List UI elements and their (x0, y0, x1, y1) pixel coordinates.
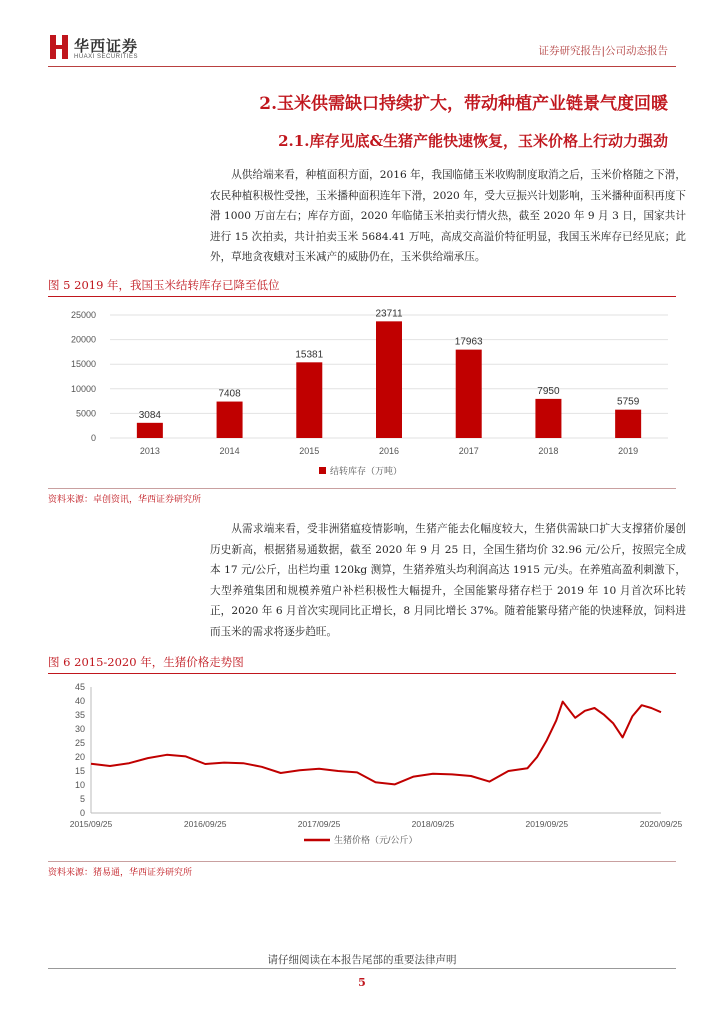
y-tick-label: 0 (79, 808, 85, 818)
figure6-source: 资料来源：猪易通，华西证券研究所 (48, 868, 193, 878)
data-label: 23711 (375, 308, 403, 320)
x-tick-label: 2018 (538, 446, 559, 456)
data-label: 7950 (537, 385, 560, 397)
x-tick-label: 2019 (618, 446, 639, 456)
bar (456, 350, 482, 438)
bar (296, 362, 322, 438)
logo-text-en: HUAXI SECURITIES (74, 54, 139, 60)
figure6-top-rule (48, 673, 676, 674)
x-tick-label: 2015/09/25 (69, 819, 113, 829)
y-tick-label: 20 (74, 752, 85, 762)
data-label: 17963 (454, 336, 483, 348)
y-tick-label: 45 (74, 682, 85, 692)
x-tick-label: 2020/09/25 (639, 819, 683, 829)
bar (137, 423, 163, 438)
legend-label: 生猪价格（元/公斤） (334, 835, 418, 845)
section-heading: 2.玉米供需缺口持续扩大，带动种植产业链景气度回暖 (259, 94, 668, 114)
demand-text: 从需求端来看，受非洲猪瘟疫情影响，生猪产能去化幅度较大，生猪供需缺口扩大支撑猪价屡创历史新高，根据猪易通数据，截至 2020 年 9 月 25 日，全国生猪均价 32.96 元/公斤，按照完全成本 17 元/公斤，出栏均重 120kg 测算，生猪养殖头均利润高达 1915 元/头。在养殖高盈利刺激下，大型养殖集团和规模养殖户补栏积极性大幅提升，全国能繁母猪存栏于 2019 年 10 月首次环比转正，2020 年 6 月首次实现同比正增长，8 月同比增长 37%。随着能繁母猪产能的快速释放，饲料进而玉米的需求将逐步趋旺。 (210, 523, 686, 638)
legal-notice: 请仔细阅读在本报告尾部的重要法律声明 (267, 954, 457, 966)
y-tick-label: 25000 (70, 310, 96, 320)
x-tick-label: 2017/09/25 (297, 819, 341, 829)
legend-label: 结转库存（万吨） (330, 466, 403, 476)
figure6-title: 图 6 2015-2020 年，生猪价格走势图 (48, 655, 244, 669)
y-tick-label: 5 (79, 794, 85, 804)
y-tick-label: 15000 (70, 359, 96, 370)
bar (535, 399, 561, 438)
supply-text: 从供给端来看，种植面积方面，2016 年，我国临储玉米收购制度取消之后，玉米价格随之下滑，农民种植积极性受挫，玉米播种面积连年下滑，2020 年，受大豆振兴计划影响，玉米播种面积再度下滑 1000 万亩左右；库存方面，2020 年临储玉米拍卖行情火热，截至 2020 年 9 月 3 日，国家共计进行 15 次拍卖，共计拍卖玉米 5684.41 万吨，高成交高溢价特征明显，我国玉米库存已经见底；此外，草地贪夜蛾对玉米减产的威胁仍在，玉米供给端承压。 (210, 169, 686, 263)
figure5-bottom-rule (48, 488, 676, 489)
report-type: 证券研究报告|公司动态报告 (538, 45, 668, 57)
data-label: 5759 (617, 396, 640, 408)
x-tick-label: 2017 (458, 446, 479, 456)
x-tick-label: 2013 (139, 446, 160, 456)
x-tick-label: 2019/09/25 (525, 819, 569, 829)
data-label: 15381 (295, 349, 324, 361)
y-tick-label: 20000 (70, 334, 96, 345)
company-logo (48, 33, 148, 65)
inventory-bar-chart (48, 300, 676, 488)
footer-divider (48, 968, 676, 969)
hog-price-line-chart (48, 677, 683, 859)
figure5-top-rule (48, 296, 676, 297)
bar (376, 321, 402, 438)
y-tick-label: 10000 (70, 383, 96, 394)
y-tick-label: 0 (90, 433, 96, 443)
figure5-source: 资料来源：卓创资讯，华西证券研究所 (48, 495, 202, 505)
y-tick-label: 25 (74, 738, 85, 748)
x-tick-label: 2016/09/25 (183, 819, 227, 829)
bar (615, 410, 641, 438)
subsection-heading: 2.1.库存见底&生猪产能快速恢复，玉米价格上行动力强劲 (278, 132, 668, 150)
y-tick-label: 40 (74, 696, 85, 706)
y-tick-label: 30 (74, 724, 85, 734)
figure5-title: 图 5 2019 年，我国玉米结转库存已降至低位 (48, 278, 280, 292)
hog-price-series-line (91, 702, 661, 785)
data-label: 7408 (218, 388, 241, 400)
x-tick-label: 2014 (219, 446, 240, 456)
huaxi-logo-icon (48, 33, 70, 61)
header-divider (48, 66, 676, 67)
page-number: 5 (358, 976, 366, 989)
legend-swatch (319, 467, 326, 474)
demand-paragraph (210, 519, 686, 642)
y-tick-label: 5000 (75, 408, 96, 419)
y-tick-label: 10 (74, 780, 85, 790)
x-tick-label: 2018/09/25 (411, 819, 455, 829)
x-tick-label: 2016 (378, 446, 400, 456)
bar (217, 402, 243, 438)
supply-paragraph (210, 165, 686, 268)
y-tick-label: 35 (74, 710, 85, 720)
logo-text-cn: 华西证券 (74, 37, 139, 55)
data-label: 3084 (138, 409, 161, 421)
x-tick-label: 2015 (299, 446, 320, 456)
y-tick-label: 15 (74, 766, 85, 776)
figure6-bottom-rule (48, 861, 676, 862)
